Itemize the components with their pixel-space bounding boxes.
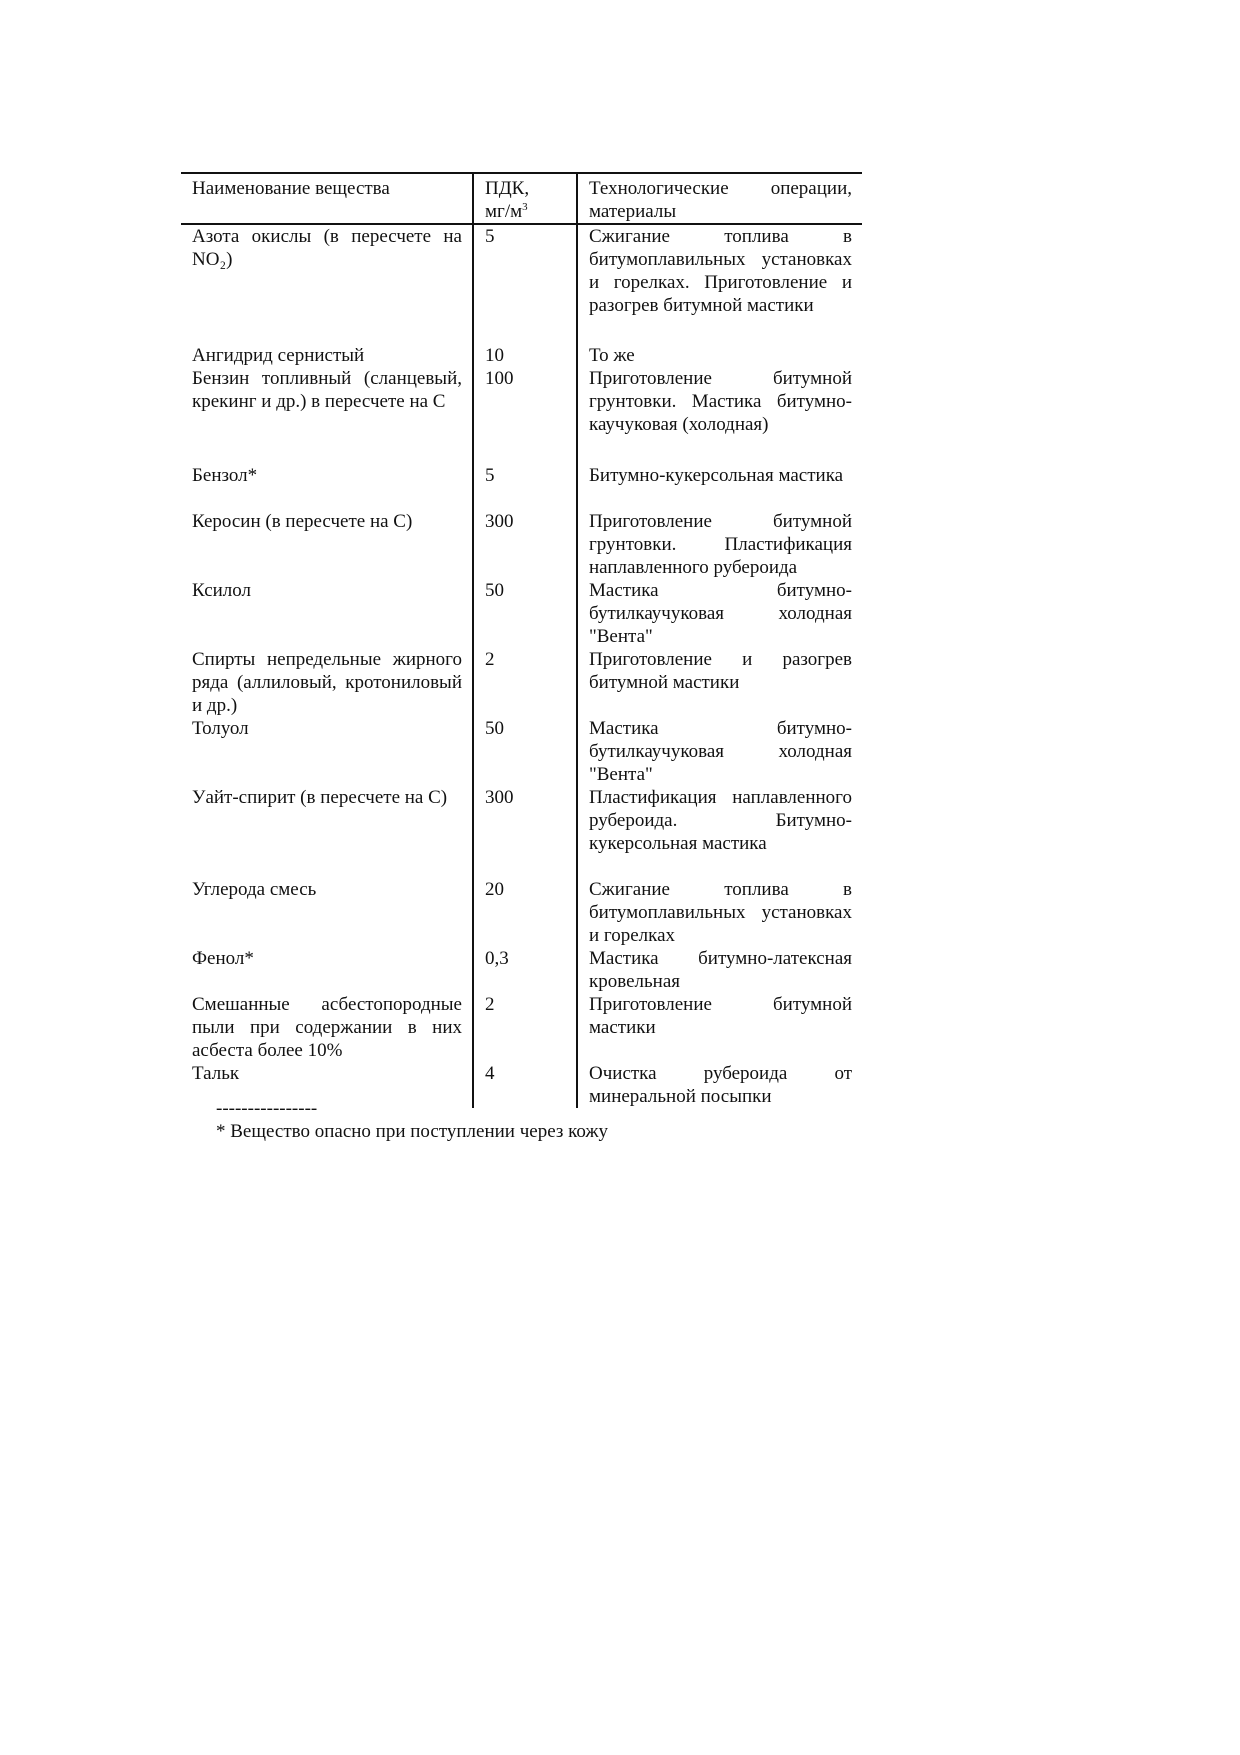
cell-substance-name: Керосин (в пересчете на С) [181, 510, 473, 579]
cell-pdk-value: 300 [473, 510, 577, 579]
cell-operations: Приготовление битумной мастики [589, 994, 852, 1038]
cell-substance-name: Уайт-спирит (в пересчете на С) [181, 786, 473, 878]
cell-pdk-value: 2 [473, 648, 577, 717]
cell-pdk-value: 20 [473, 878, 577, 947]
cell-operations: Сжигание топлива в битумоплавильных установках и горелках [589, 879, 852, 946]
table-row [181, 510, 862, 579]
cell-substance-name: Бензол* [181, 464, 473, 510]
cell-pdk-value: 0,3 [473, 947, 577, 993]
table-header-row [181, 173, 862, 224]
footnote-text: * Вещество опасно при поступлении через кожу [216, 1121, 609, 1142]
cell-substance-name: Азота окислы (в пересчете на NO₂) [181, 224, 473, 344]
cell-operations: Мастика битумно-латексная кровельная [589, 948, 852, 992]
cell-operations: То же [589, 345, 635, 366]
cell-operations: Битумно-кукерсольная мастика [589, 465, 844, 486]
table-row [181, 717, 862, 786]
cell-substance-name: Бензин топливный (сланцевый, крекинг и др.) в пересчете на С [181, 367, 473, 464]
cell-substance-name: Углерода смесь [181, 878, 473, 947]
footnote-separator: ---------------- [216, 1098, 318, 1119]
cell-operations: Приготовление битумной грунтовки. Мастика битумно-каучуковая (холодная) [589, 368, 852, 435]
header-operations: Технологические операции, материалы [577, 173, 862, 224]
cell-pdk-value: 5 [473, 224, 577, 344]
cell-operations: Сжигание топлива в битумоплавильных установках и горелках. Приготовление и разогрев битумной мастики [589, 226, 852, 316]
cell-substance-name: Ксилол [181, 579, 473, 648]
cell-operations: Приготовление и разогрев битумной мастики [589, 649, 852, 693]
footnote [216, 1097, 916, 1143]
cell-operations: Очистка рубероида от минеральной посыпки [589, 1063, 852, 1107]
table-row [181, 579, 862, 648]
cell-pdk-value: 5 [473, 464, 577, 510]
header-substance-name: Наименование вещества [181, 173, 473, 224]
cell-substance-name: Толуол [181, 717, 473, 786]
table-row [181, 464, 862, 510]
table-row [181, 786, 862, 878]
header-pdk [473, 173, 577, 224]
table-row [181, 648, 862, 717]
table-row [181, 947, 862, 993]
cell-operations: Приготовление битумной грунтовки. Пластификация наплавленного рубероида [589, 511, 852, 578]
table-row [181, 993, 862, 1062]
cell-substance-name: Тальк [181, 1062, 473, 1108]
cell-operations: Мастика битумно-бутилкаучуковая холодная "Вента" [589, 580, 852, 647]
table-row [181, 367, 862, 464]
cell-substance-name: Спирты непредельные жирного ряда (аллиловый, кротониловый и др.) [181, 648, 473, 717]
cell-substance-name: Смешанные асбестопородные пыли при содержании в них асбеста более 10% [181, 993, 473, 1062]
header-pdk-unit: мг/м [485, 201, 523, 222]
header-pdk-unit-sup: 3 [522, 201, 528, 213]
table-row [181, 878, 862, 947]
cell-pdk-value: 50 [473, 579, 577, 648]
cell-substance-name: Фенол* [181, 947, 473, 993]
cell-pdk-value: 2 [473, 993, 577, 1062]
cell-operations: Мастика битумно-бутилкаучуковая холодная "Вента" [589, 718, 852, 785]
cell-substance-name: Ангидрид сернистый [181, 344, 473, 367]
pdk-table [181, 172, 862, 1108]
cell-pdk-value: 50 [473, 717, 577, 786]
cell-pdk-value: 4 [473, 1062, 577, 1108]
cell-pdk-value: 10 [473, 344, 577, 367]
cell-operations: Пластификация наплавленного рубероида. Битумно-кукерсольная мастика [589, 787, 852, 854]
cell-pdk-value: 100 [473, 367, 577, 464]
header-pdk-label: ПДК, [485, 178, 530, 199]
cell-pdk-value: 300 [473, 786, 577, 878]
table-row [181, 224, 862, 344]
table-row [181, 344, 862, 367]
